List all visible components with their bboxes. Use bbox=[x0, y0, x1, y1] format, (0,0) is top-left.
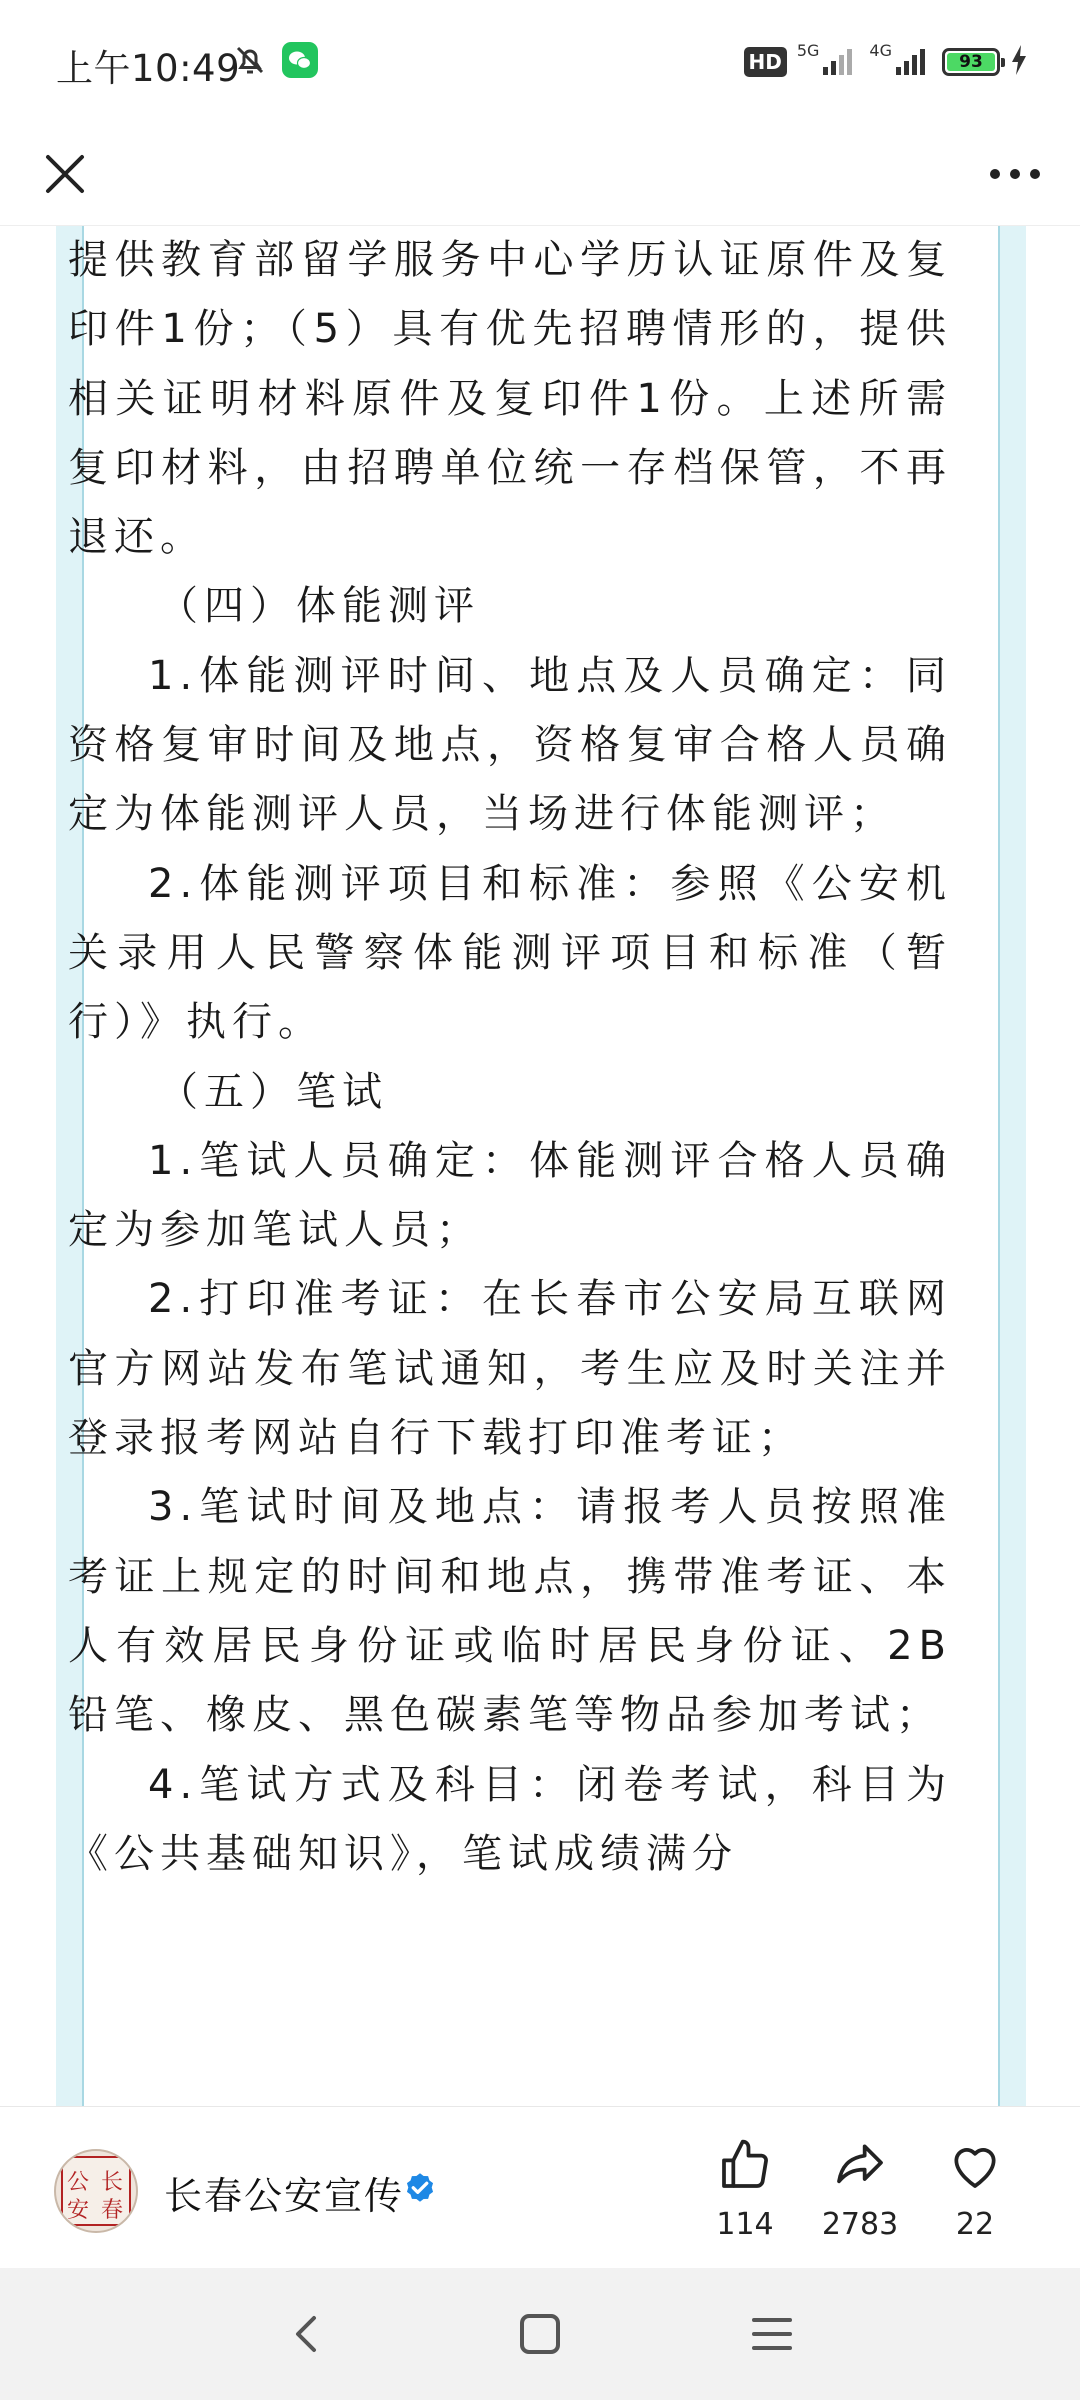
like-button[interactable] bbox=[690, 2137, 800, 2242]
article-paragraph: 3.笔试时间及地点：请报考人员按照准考证上规定的时间和地点，携带准考证、本人有效居民身份证或临时居民身份证、2B铅笔、橡皮、黑色碳素笔等物品参加考试； bbox=[68, 1484, 952, 1739]
article-paragraph: 2.打印准考证：在长春市公安局互联网官方网站发布笔试通知，考生应及时关注并登录报考网站自行下载打印准考证； bbox=[68, 1276, 952, 1462]
battery-level: 93 bbox=[947, 53, 995, 71]
more-button[interactable] bbox=[980, 143, 1050, 205]
bell-off-icon bbox=[232, 42, 268, 82]
menu-button[interactable] bbox=[742, 2304, 802, 2364]
share-button[interactable] bbox=[805, 2137, 915, 2242]
account-name[interactable]: 长春公安宣传 bbox=[164, 2174, 405, 2218]
back-button[interactable] bbox=[276, 2304, 336, 2364]
heart-icon bbox=[947, 2137, 1003, 2193]
wechat-icon bbox=[282, 42, 318, 78]
svg-text:安: 安 bbox=[66, 2198, 90, 2223]
article-paragraph: 4.笔试方式及科目：闭卷考试，科目为《公共基础知识》，笔试成绩满分 bbox=[68, 1761, 952, 1877]
home-button[interactable] bbox=[510, 2304, 570, 2364]
section-heading: （五）笔试 bbox=[158, 1068, 388, 1115]
favorite-button[interactable] bbox=[920, 2137, 1030, 2242]
police-seal-logo bbox=[56, 2151, 136, 2231]
article-paragraph: 1.体能测评时间、地点及人员确定：同资格复审时间及地点，资格复审合格人员确定为体能测评人员，当场进行体能测评； bbox=[68, 652, 952, 838]
svg-text:公: 公 bbox=[66, 2170, 90, 2195]
charging-icon bbox=[1010, 45, 1028, 79]
battery-icon bbox=[942, 48, 1000, 76]
more-icon bbox=[980, 143, 1050, 205]
favorite-count: 22 bbox=[955, 2207, 995, 2242]
article-paragraph: 1.笔试人员确定：体能测评合格人员确定为参加笔试人员； bbox=[68, 1137, 952, 1254]
section-heading: （四）体能测评 bbox=[158, 583, 480, 630]
home-icon bbox=[510, 2304, 570, 2364]
article-body bbox=[68, 226, 952, 1889]
like-count: 114 bbox=[716, 2207, 774, 2242]
status-time: 上午10:49 bbox=[56, 47, 241, 90]
network-label-4g: 4G bbox=[869, 40, 892, 60]
close-icon bbox=[34, 143, 96, 205]
signal-icon bbox=[823, 45, 859, 79]
avatar[interactable] bbox=[54, 2149, 138, 2233]
signal-icon bbox=[896, 45, 932, 79]
hd-badge: HD bbox=[744, 47, 787, 77]
close-button[interactable] bbox=[34, 143, 96, 205]
svg-text:春: 春 bbox=[100, 2198, 124, 2223]
top-bar bbox=[0, 125, 1080, 226]
svg-text:长: 长 bbox=[100, 2170, 124, 2195]
status-indicators bbox=[744, 42, 1029, 82]
system-nav-bar bbox=[0, 2268, 1080, 2400]
status-bar bbox=[0, 0, 1080, 125]
article-paragraph: 提供教育部留学服务中心学历认证原件及复印件1份；（5）具有优先招聘情形的，提供相关证明材料原件及复印件1份。上述所需复印材料，由招聘单位统一存档保管，不再退还。 bbox=[68, 237, 952, 561]
share-count: 2783 bbox=[821, 2207, 899, 2242]
thumbs-up-icon bbox=[717, 2137, 773, 2193]
article-scroll-area[interactable] bbox=[0, 226, 1080, 2106]
verified-icon bbox=[402, 2171, 438, 2211]
share-icon bbox=[832, 2137, 888, 2193]
article-paragraph: 2.体能测评项目和标准：参照《公安机关录用人民警察体能测评项目和标准（暂行）》执行。 bbox=[68, 860, 952, 1046]
back-icon bbox=[276, 2304, 336, 2364]
footer-bar bbox=[0, 2106, 1080, 2269]
network-label-5g: 5G bbox=[796, 40, 820, 60]
menu-icon bbox=[742, 2304, 802, 2364]
